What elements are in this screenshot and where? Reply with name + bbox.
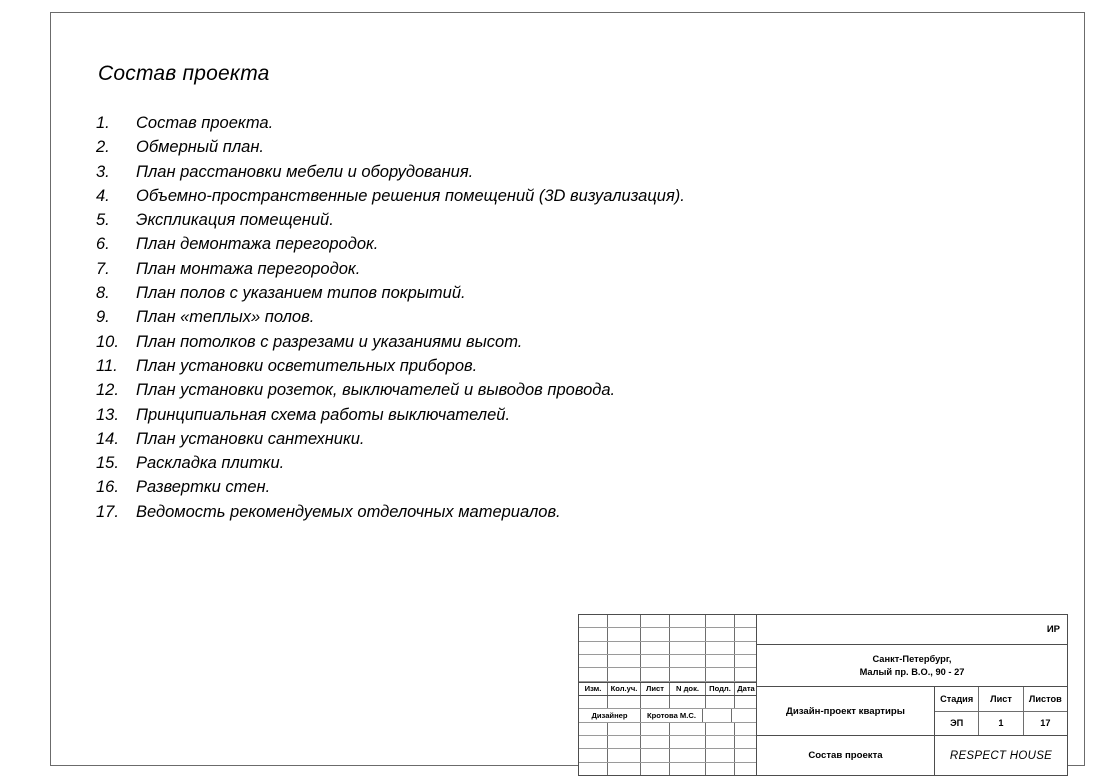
cell-kol [608,642,641,654]
cell-ndok [670,628,706,640]
cell-data [735,642,757,654]
address-band [757,645,1067,687]
revision-row-empty [579,668,756,681]
role-person-name: Кротова М.С. [641,709,703,721]
cell-ndok [670,642,706,654]
role-signature [703,709,732,721]
role-date [732,709,754,721]
list-item-text: План установки розеток, выключателей и выводов провода. [136,381,616,400]
list-item [96,160,996,184]
cell-kol [608,615,641,627]
cell-ndok [670,749,706,761]
cell-izm [579,749,608,761]
list-item [96,451,996,475]
cell-izm [579,628,608,640]
cell-list [641,763,670,775]
list-item-text: Принципиальная схема работы выключателей. [136,405,511,424]
revision-row-empty [579,642,756,655]
list-item [96,184,996,208]
list-item-text: План полов с указанием типов покрытий. [136,284,466,303]
cell-izm [579,615,608,627]
cell-podl [706,655,735,667]
list-item-number: 13. [96,405,119,424]
sheet-name-band [757,736,1067,775]
cell-podl [706,696,735,708]
cell-kol [608,736,641,748]
role-row-designer [579,709,756,722]
list-item-number: 2. [96,138,110,157]
cell-kol [608,655,641,667]
revision-row-empty [579,749,756,762]
list-item-number: 6. [96,235,110,254]
list-item-text: Объемно-пространственные решения помещений (3D визуализация). [136,186,685,205]
contents-list [96,111,996,524]
sheet-name: Состав проекта [757,736,935,775]
address-line-1: Санкт-Петербург, [872,654,952,664]
cell-data [735,668,757,680]
revision-row-empty [579,615,756,628]
role-label: Дизайнер [579,709,641,721]
list-item-text: План демонтажа перегородок. [136,235,379,254]
cell-izm [579,655,608,667]
list-item [96,135,996,159]
cell-data [735,655,757,667]
cell-list [641,668,670,680]
column-header-izm: Изм. [579,683,608,695]
list-item-number: 16. [96,478,119,497]
cell-podl [706,615,735,627]
cell-podl [706,763,735,775]
list-item-number: 5. [96,211,110,230]
list-item [96,232,996,256]
list-item-text: Раскладка плитки. [136,454,285,473]
cell-list [641,628,670,640]
list-item [96,378,996,402]
list-item-number: 3. [96,162,110,181]
label-sheets: Листов [1028,693,1062,704]
list-item-text: План «теплых» полов. [136,308,315,327]
list-item [96,111,996,135]
value-sheet: 1 [979,712,1023,736]
cell-podl [706,723,735,735]
column-header-ndok: N док. [670,683,706,695]
list-item-text: План монтажа перегородок. [136,259,361,278]
value-stage: ЭП [935,712,979,736]
cell-kol [608,723,641,735]
column-header-kol: Кол.уч. [608,683,641,695]
cell-ndok [670,668,706,680]
list-item-text: Экспликация помещений. [136,211,334,230]
column-header-podl: Подл. [706,683,735,695]
cell-kol [608,628,641,640]
cell-podl [706,749,735,761]
cell-ndok [670,723,706,735]
list-item-text: Состав проекта. [136,114,274,132]
cell-list [641,655,670,667]
cell-kol [608,696,641,708]
list-item-number: 14. [96,429,119,448]
label-stage: Стадия [935,687,979,711]
label-sheet: Лист [979,687,1023,711]
revision-row-empty [579,723,756,736]
list-item-number: 1. [96,114,110,132]
cell-data [735,749,757,761]
list-item-text: Развертки стен. [136,478,271,497]
cell-podl [706,736,735,748]
sheet-meta-header-row [935,687,1067,712]
sheet-meta-grid [935,687,1067,735]
cell-ndok [670,736,706,748]
list-item-text: План установки сантехники. [136,429,365,448]
revision-row-empty [579,628,756,641]
list-item-number: 9. [96,308,110,327]
cell-list [641,696,670,708]
list-item [96,475,996,499]
title-block [578,614,1068,776]
revision-row-empty [579,655,756,668]
list-item-number: 17. [96,502,119,521]
cell-data [735,736,757,748]
column-header-data: Дата [737,684,755,694]
cell-kol [608,668,641,680]
list-item [96,354,996,378]
list-item [96,257,996,281]
sheet-meta-value-row [935,712,1067,736]
revision-grid [579,615,757,775]
list-item-text: План потолков с разрезами и указаниями высот. [136,332,523,351]
cell-podl [706,628,735,640]
list-item-number: 8. [96,284,110,303]
cell-kol [608,763,641,775]
list-item-number: 4. [96,186,110,205]
cell-data [735,615,757,627]
title-block-info [757,615,1067,775]
cell-list [641,615,670,627]
value-sheets: 17 [1040,718,1051,729]
cell-data [735,723,757,735]
list-item-number: 7. [96,259,110,278]
list-item-text: План расстановки мебели и оборудования. [136,162,474,181]
list-item [96,281,996,305]
cell-ndok [670,655,706,667]
cell-data [735,628,757,640]
list-item-text: Обмерный план. [136,138,264,157]
cell-data [735,696,757,708]
address-line-2: Малый пр. В.О., 90 - 27 [859,666,965,677]
cell-kol [608,749,641,761]
list-item [96,500,996,524]
list-item [96,330,996,354]
mark-band [757,615,1067,645]
revision-row-empty [579,736,756,749]
cell-data [735,763,757,775]
cell-list [641,642,670,654]
cell-ndok [670,763,706,775]
list-item [96,305,996,329]
company-name: RESPECT HOUSE [949,749,1053,762]
mark-value: ИР [1046,624,1060,635]
cell-list [641,749,670,761]
cell-list [641,736,670,748]
cell-izm [579,696,608,708]
cell-izm [579,723,608,735]
project-band [757,687,1067,736]
cell-podl [706,642,735,654]
drawing-sheet [50,12,1085,766]
list-item-number: 12. [96,381,119,400]
list-item [96,427,996,451]
cell-list [641,723,670,735]
cell-izm [579,763,608,775]
cell-izm [579,642,608,654]
list-item-number: 15. [96,454,119,473]
column-header-list: Лист [641,683,670,695]
page-title: Состав проекта [98,62,270,86]
revision-row-empty [579,763,756,775]
list-item [96,208,996,232]
cell-izm [579,736,608,748]
list-item [96,403,996,427]
revision-header-row [579,682,756,696]
cell-ndok [670,615,706,627]
list-item-number: 11. [96,356,118,375]
list-item-number: 10. [96,332,119,351]
cell-ndok [670,696,706,708]
revision-row-empty [579,696,756,709]
list-item-text: Ведомость рекомендуемых отделочных материалов. [136,502,561,521]
cell-podl [706,668,735,680]
list-item-text: План установки осветительных приборов. [136,356,478,375]
project-name: Дизайн-проект квартиры [757,687,935,735]
cell-izm [579,668,608,680]
